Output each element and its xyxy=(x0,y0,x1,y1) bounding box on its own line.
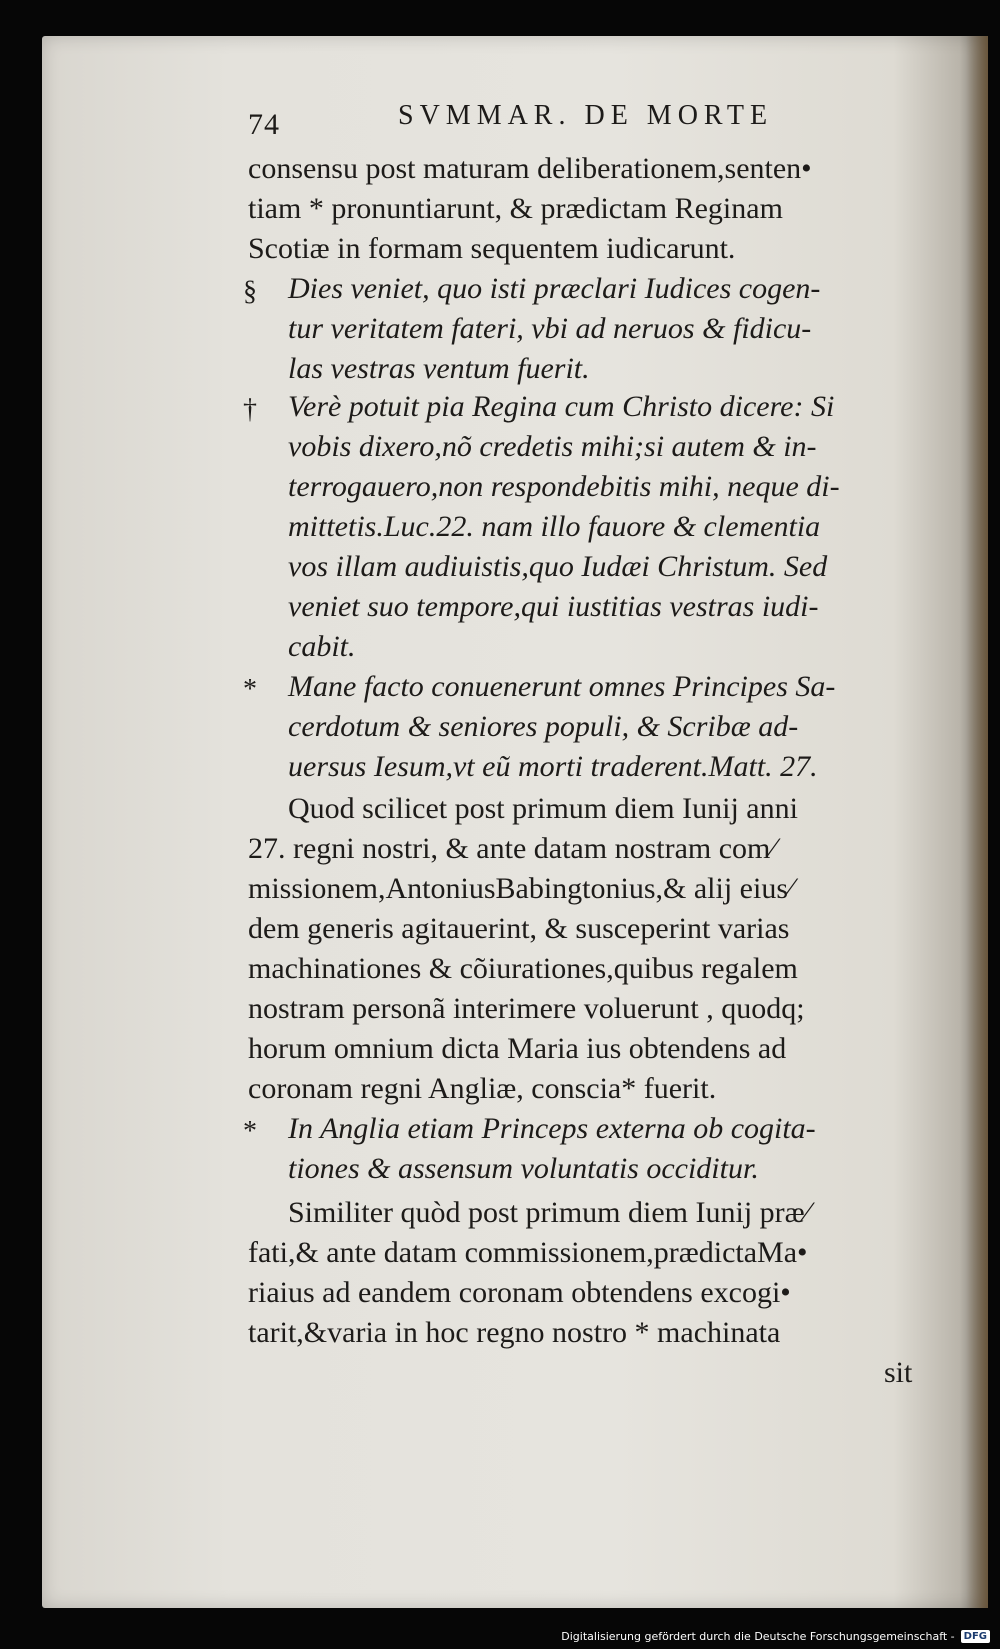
body-line: tarit,&varia in hoc regno nostro * machinata xyxy=(248,1316,781,1349)
note-line: Verè potuit pia Regina cum Christo dicere: Si xyxy=(288,390,835,423)
note-line: las vestras ventum fuerit. xyxy=(288,352,590,385)
page-header xyxy=(248,100,948,150)
note-line: mittetis.Luc.22. nam illo fauore & clementia xyxy=(288,510,821,543)
body-line: nostram personã interimere voluerunt , quodq; xyxy=(248,992,805,1025)
body-line: tiam * pronuntiarunt, & prædictam Reginam xyxy=(248,192,783,225)
catchword: sit xyxy=(884,1356,913,1389)
page-number: 74 xyxy=(248,108,280,141)
body-line: fati,& ante datam commissionem,prædictaMa• xyxy=(248,1236,808,1269)
note-line: cabit. xyxy=(288,630,356,663)
note-marker-dagger: † xyxy=(243,394,257,425)
note-marker-section: § xyxy=(243,276,257,307)
digitization-credit xyxy=(561,1630,990,1643)
note-marker-asterisk: * xyxy=(243,674,257,705)
note-marker-asterisk: * xyxy=(243,1116,257,1147)
note-line: vobis dixero,nõ credetis mihi;si autem & in- xyxy=(288,430,817,463)
note-line: cerdotum & seniores populi, & Scribæ ad- xyxy=(288,710,799,743)
body-line: 27. regni nostri, & ante datam nostram com⁄ xyxy=(248,832,776,865)
body-line: coronam regni Angliæ, conscia* fuerit. xyxy=(248,1072,717,1105)
running-head: SVMMAR. DE MORTE xyxy=(398,100,774,131)
body-line: missionem,AntoniusBabingtonius,& alij eius⁄ xyxy=(248,872,794,905)
note-line: terrogauero,non respondebitis mihi, neque di- xyxy=(288,470,840,503)
body-line: Quod scilicet post primum diem Iunij anni xyxy=(288,792,798,825)
note-line: Dies veniet, quo isti præclari Iudices cogen- xyxy=(288,272,821,305)
note-line: vos illam audiuistis,quo Iudæi Christum. Sed xyxy=(288,550,828,583)
body-line: horum omnium dicta Maria ius obtendens ad xyxy=(248,1032,787,1065)
note-line: uersus Iesum,vt eũ morti traderent.Matt. 27. xyxy=(288,750,818,783)
body-line: machinationes & cõiurationes,quibus regalem xyxy=(248,952,798,985)
dfg-logo: DFG xyxy=(961,1630,990,1643)
body-line: Scotiæ in formam sequentem iudicarunt. xyxy=(248,232,736,265)
body-line: riaius ad eandem coronam obtendens excogi• xyxy=(248,1276,791,1309)
credit-text: Digitalisierung gefördert durch die Deutsche Forschungsgemeinschaft - xyxy=(561,1630,955,1643)
body-line: consensu post maturam deliberationem,senten• xyxy=(248,152,812,185)
page-binding-edge xyxy=(966,36,988,1608)
body-line: Similiter quòd post primum diem Iunij præ⁄ xyxy=(288,1196,810,1229)
note-line: Mane facto conuenerunt omnes Principes Sa- xyxy=(288,670,836,703)
note-line: tiones & assensum voluntatis occiditur. xyxy=(288,1152,759,1185)
body-line: dem generis agitauerint, & susceperint varias xyxy=(248,912,790,945)
note-line: In Anglia etiam Princeps externa ob cogita- xyxy=(288,1112,816,1145)
note-line: veniet suo tempore,qui iustitias vestras iudi- xyxy=(288,590,819,623)
note-line: tur veritatem fateri, vbi ad neruos & fidicu- xyxy=(288,312,812,345)
